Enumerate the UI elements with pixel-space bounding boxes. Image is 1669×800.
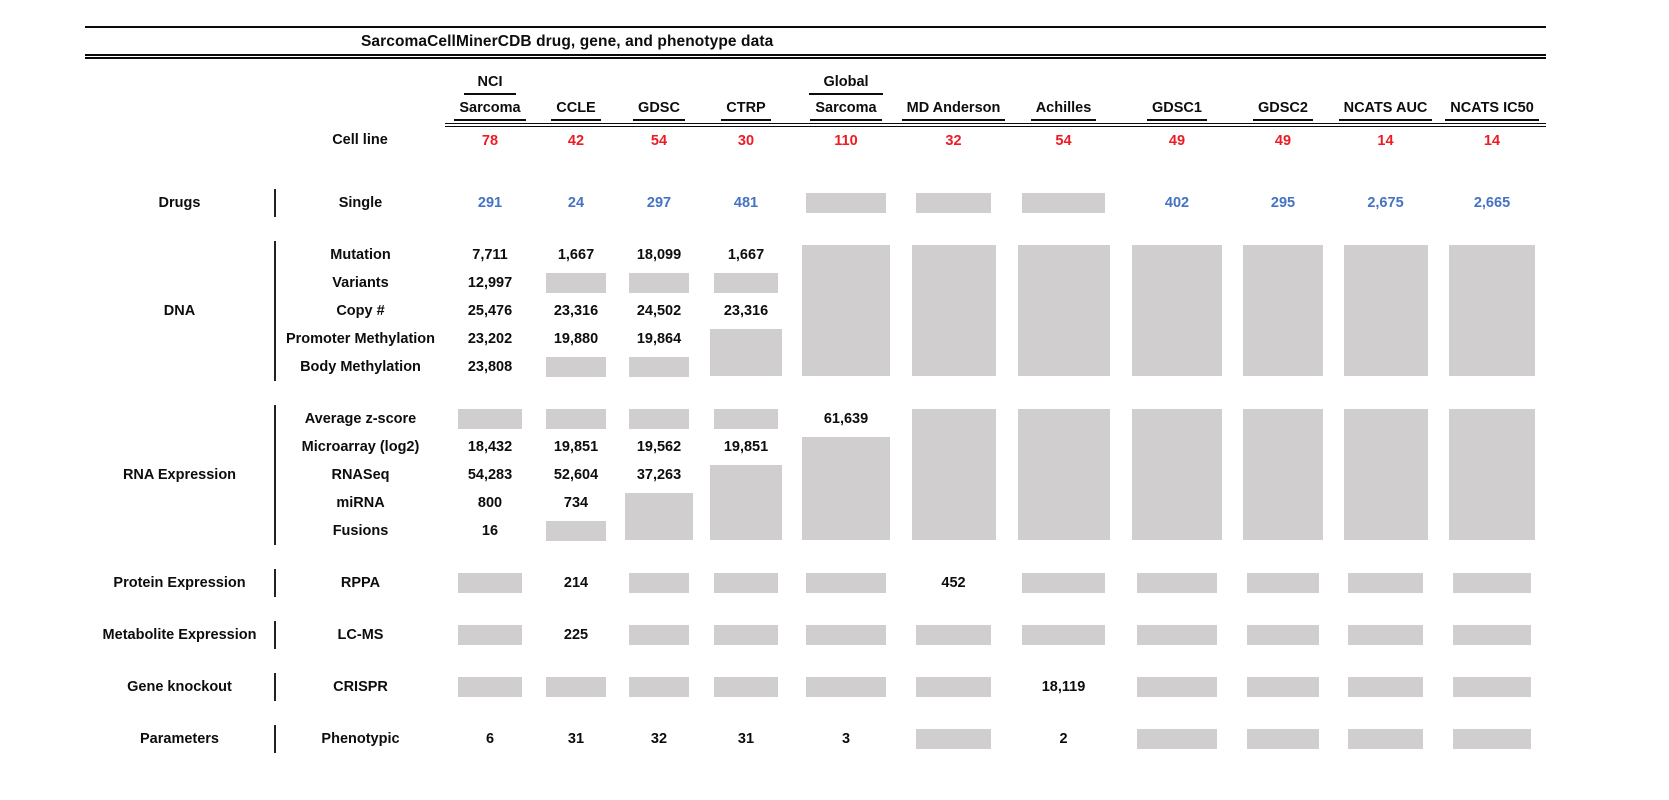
data-cell: 297 [646,195,672,211]
gray-cell [1438,725,1546,753]
gray-cell [1121,569,1233,597]
corner-cell [275,98,445,125]
gray-cell [1233,241,1333,381]
gray-block [802,245,890,376]
cell-line-count: 110 [834,133,858,149]
cell-line-count: 14 [1483,133,1501,149]
gray-block [912,409,996,540]
gray-cell [535,269,617,297]
figure-title: SarcomaCellMinerCDB drug, gene, and phenotype data [360,33,774,50]
gray-cell [1438,405,1546,545]
gray-block [1453,573,1531,593]
data-cell: 800 [477,495,503,511]
gray-block [1247,677,1319,697]
gray-cell [617,269,701,297]
gray-block [806,193,885,213]
cell-line-count: 14 [1377,133,1394,149]
gray-cell [901,725,1006,753]
gray-block [1137,677,1218,697]
spacer-cell [85,701,1546,725]
gray-cell [535,673,617,701]
header-group-row [85,71,1546,98]
data-cell: 52,604 [553,467,599,483]
cell-line-count: 32 [945,133,962,149]
gray-block [710,465,782,540]
gray-block [546,273,605,293]
column-header [1333,98,1438,125]
gray-cell [1121,621,1233,649]
row-label: Promoter Methylation [285,331,436,347]
gray-block [802,437,890,540]
gray-block [1449,409,1535,540]
column-header [445,98,535,125]
row-label: Average z-score [304,411,417,427]
gray-cell [535,353,617,381]
section-spacer [85,545,1546,569]
data-cell: 18,119 [1041,679,1086,695]
column-header [617,98,701,125]
section-spacer [85,217,1546,241]
gray-cell [1121,405,1233,545]
gray-cell [1333,405,1438,545]
spacer-cell [85,597,1546,621]
data-cell: 452 [941,575,966,591]
data-cell: 295 [1270,195,1296,211]
gray-cell [445,673,535,701]
row-label: RNASeq [331,467,390,483]
gray-cell [791,433,901,545]
row-label: Single [338,195,383,211]
gray-cell [1438,569,1546,597]
gray-cell [1333,241,1438,381]
gray-block [912,245,996,376]
section-category: Protein Expression [85,569,275,597]
gray-block [629,625,689,645]
gray-cell [617,621,701,649]
gray-cell [701,621,791,649]
gray-cell [701,461,791,545]
gray-block [1247,729,1319,749]
data-cell: 481 [733,195,759,211]
gray-block [458,409,523,429]
data-cell: 32 [650,731,668,747]
gray-cell [1438,621,1546,649]
title-band [85,26,1546,59]
gray-cell [901,621,1006,649]
corner-cell [85,98,275,125]
data-cell: 6 [485,731,495,747]
gray-block [916,625,992,645]
gray-cell [1438,673,1546,701]
data-cell: 214 [563,575,589,591]
table-row [85,569,1546,597]
data-cell: 2 [1059,731,1068,747]
gray-cell [617,353,701,381]
gray-block [714,573,779,593]
gray-cell [791,673,901,701]
column-group-header [791,71,901,98]
row-label: Mutation [330,247,391,263]
data-cell: 23,316 [553,303,599,319]
column-header-label: NCATS AUC [1339,101,1433,120]
gray-block [806,625,885,645]
data-cell: 24 [567,195,585,211]
data-cell: 19,880 [553,331,599,347]
data-cell: 23,202 [467,331,513,347]
gray-cell [1438,241,1546,381]
gray-block [916,677,992,697]
gray-cell [1333,569,1438,597]
gray-cell [791,621,901,649]
gray-block [1453,625,1531,645]
column-header [1438,98,1546,125]
gray-block [1137,573,1218,593]
gray-cell [1333,725,1438,753]
gray-block [458,677,523,697]
gray-block [1243,409,1323,540]
gray-cell [1233,405,1333,545]
gray-block [806,573,885,593]
data-cell: 2,665 [1473,195,1511,211]
data-cell: 23,316 [723,303,769,319]
column-header [535,98,617,125]
gray-block [714,625,779,645]
gray-block [1348,677,1424,697]
gray-cell [1121,673,1233,701]
gray-cell [791,189,901,217]
column-group-header [1438,71,1546,98]
column-header-label: CTRP [721,101,770,120]
data-cell: 734 [563,495,589,511]
gray-block [546,409,605,429]
gray-block [629,409,689,429]
gray-block [1348,573,1424,593]
column-header [1121,98,1233,125]
table-row [85,621,1546,649]
column-header-label: Sarcoma [810,101,881,120]
gray-block [1344,409,1428,540]
gray-block [629,273,689,293]
row-label: CRISPR [333,679,388,695]
gray-cell [1006,241,1121,381]
gray-cell [901,241,1006,381]
gray-block [1453,729,1531,749]
gray-block [1022,573,1105,593]
gray-block [546,521,605,541]
gray-block [546,677,605,697]
data-cell: 3 [841,731,851,747]
gray-cell [1006,189,1121,217]
section-spacer [85,649,1546,673]
column-group-header [1006,71,1121,98]
header-row [85,98,1546,125]
gray-block [629,573,689,593]
data-cell: 18,432 [467,439,513,455]
table-row [85,725,1546,753]
column-header-label: Sarcoma [454,101,525,120]
column-header-label: NCATS IC50 [1445,101,1539,120]
gray-cell [791,569,901,597]
gray-cell [617,405,701,433]
data-cell: 225 [563,627,589,643]
gray-block [1344,245,1428,376]
column-group-header [617,71,701,98]
section-category: Drugs [85,189,275,217]
corner-cell [275,71,445,98]
column-group-header [901,71,1006,98]
column-header [1006,98,1121,125]
gray-cell [617,489,701,545]
gray-block [546,357,605,377]
gray-cell [617,569,701,597]
column-header-label: GDSC [633,101,685,120]
spacer-cell [85,155,1546,189]
row-label: Fusions [332,523,389,539]
data-cell: 291 [477,195,503,211]
data-cell: 7,711 [472,247,508,263]
spacer-cell [85,381,1546,405]
gray-block [1247,573,1319,593]
gray-cell [1121,725,1233,753]
gray-cell [701,673,791,701]
gray-cell [701,569,791,597]
cell-line-count: 30 [737,133,755,149]
gray-cell [617,673,701,701]
gray-cell [1333,621,1438,649]
column-header [791,98,901,125]
gray-cell [445,569,535,597]
gray-cell [1006,405,1121,545]
corner-cell [85,125,275,155]
gray-cell [901,189,1006,217]
data-cell: 16 [481,523,499,539]
section-spacer [85,381,1546,405]
gray-block [1132,409,1222,540]
cell-line-count: 54 [650,133,668,149]
spacer-cell [85,217,1546,241]
data-cell: 402 [1164,195,1190,211]
gray-block [625,493,692,540]
gray-block [1453,677,1531,697]
cell-line-count: 42 [567,133,585,149]
gray-cell [1006,621,1121,649]
gray-cell [1006,569,1121,597]
section-spacer [85,155,1546,189]
cell-line-row [85,125,1546,155]
column-group-label: NCI [464,75,517,94]
data-cell: 19,851 [553,439,599,455]
gray-block [714,409,779,429]
data-cell: 1,667 [557,247,595,263]
gray-block [714,273,779,293]
row-label: LC-MS [337,627,384,643]
row-label: Variants [332,275,389,291]
row-label: RPPA [340,575,381,591]
data-availability-table [85,71,1546,753]
column-header [901,98,1006,125]
column-group-header [445,71,535,98]
section-spacer [85,701,1546,725]
gray-cell [1233,673,1333,701]
data-cell: 19,864 [636,331,682,347]
gray-block [1022,625,1105,645]
column-header-label: MD Anderson [902,101,1006,120]
gray-block [1348,729,1424,749]
gray-block [1018,409,1110,540]
gray-block [1348,625,1424,645]
gray-cell [535,405,617,433]
data-cell: 31 [567,731,585,747]
gray-cell [791,241,901,381]
gray-block [1243,245,1323,376]
cell-line-count: 49 [1168,133,1186,149]
gray-block [1132,245,1222,376]
data-cell: 1,667 [727,247,765,263]
section-category: Gene knockout [85,673,275,701]
section-category: DNA [85,241,275,381]
corner-cell [85,71,275,98]
gray-block [806,677,885,697]
section-category: RNA Expression [85,405,275,545]
gray-block [1449,245,1535,376]
data-cell: 31 [737,731,755,747]
data-cell: 54,283 [467,467,513,483]
data-cell: 12,997 [467,275,513,291]
section-category: Metabolite Expression [85,621,275,649]
gray-cell [701,325,791,381]
row-label: miRNA [336,495,385,511]
cell-line-count: 49 [1274,133,1292,149]
column-group-header [1233,71,1333,98]
gray-block [629,357,689,377]
column-header-label: GDSC2 [1253,101,1313,120]
table-row [85,241,1546,269]
gray-block [710,329,782,376]
table-row [85,673,1546,701]
gray-block [916,193,992,213]
gray-cell [1333,673,1438,701]
data-cell: 61,639 [823,411,869,427]
gray-block [1137,729,1218,749]
gray-cell [901,673,1006,701]
row-label: Copy # [336,303,385,319]
row-label: Microarray (log2) [301,439,420,455]
row-label: Phenotypic [321,731,400,747]
gray-block [458,625,523,645]
column-group-header [701,71,791,98]
spacer-cell [85,545,1546,569]
cell-line-count: 78 [481,133,499,149]
section-spacer [85,597,1546,621]
gray-cell [535,517,617,545]
gray-block [916,729,992,749]
data-cell: 19,851 [723,439,769,455]
column-header [1233,98,1333,125]
column-header-label: GDSC1 [1147,101,1207,120]
data-cell: 19,562 [636,439,682,455]
column-group-label: Global [809,75,882,94]
gray-block [1018,245,1110,376]
data-cell: 37,263 [636,467,682,483]
column-header [701,98,791,125]
data-cell: 2,675 [1367,195,1404,211]
gray-cell [1233,725,1333,753]
column-group-header [1333,71,1438,98]
gray-cell [445,405,535,433]
gray-cell [1121,241,1233,381]
gray-block [1022,193,1105,213]
spacer-cell [85,649,1546,673]
column-header-label: Achilles [1031,101,1097,120]
data-cell: 24,502 [636,303,682,319]
column-header-label: CCLE [551,101,600,120]
cell-line-label: Cell line [332,132,388,148]
gray-block [1247,625,1319,645]
gray-cell [901,405,1006,545]
column-group-header [535,71,617,98]
data-cell: 23,808 [467,359,513,375]
gray-cell [1233,621,1333,649]
table-row [85,189,1546,217]
data-cell: 25,476 [467,303,513,319]
gray-block [714,677,779,697]
data-cell: 18,099 [636,247,682,263]
gray-block [1137,625,1218,645]
gray-cell [445,621,535,649]
gray-block [458,573,523,593]
gray-block [629,677,689,697]
table-row [85,405,1546,433]
section-category: Parameters [85,725,275,753]
column-group-header [1121,71,1233,98]
row-label: Body Methylation [300,359,421,375]
gray-cell [701,269,791,297]
gray-cell [1233,569,1333,597]
gray-cell [701,405,791,433]
cell-line-count: 54 [1055,133,1072,149]
